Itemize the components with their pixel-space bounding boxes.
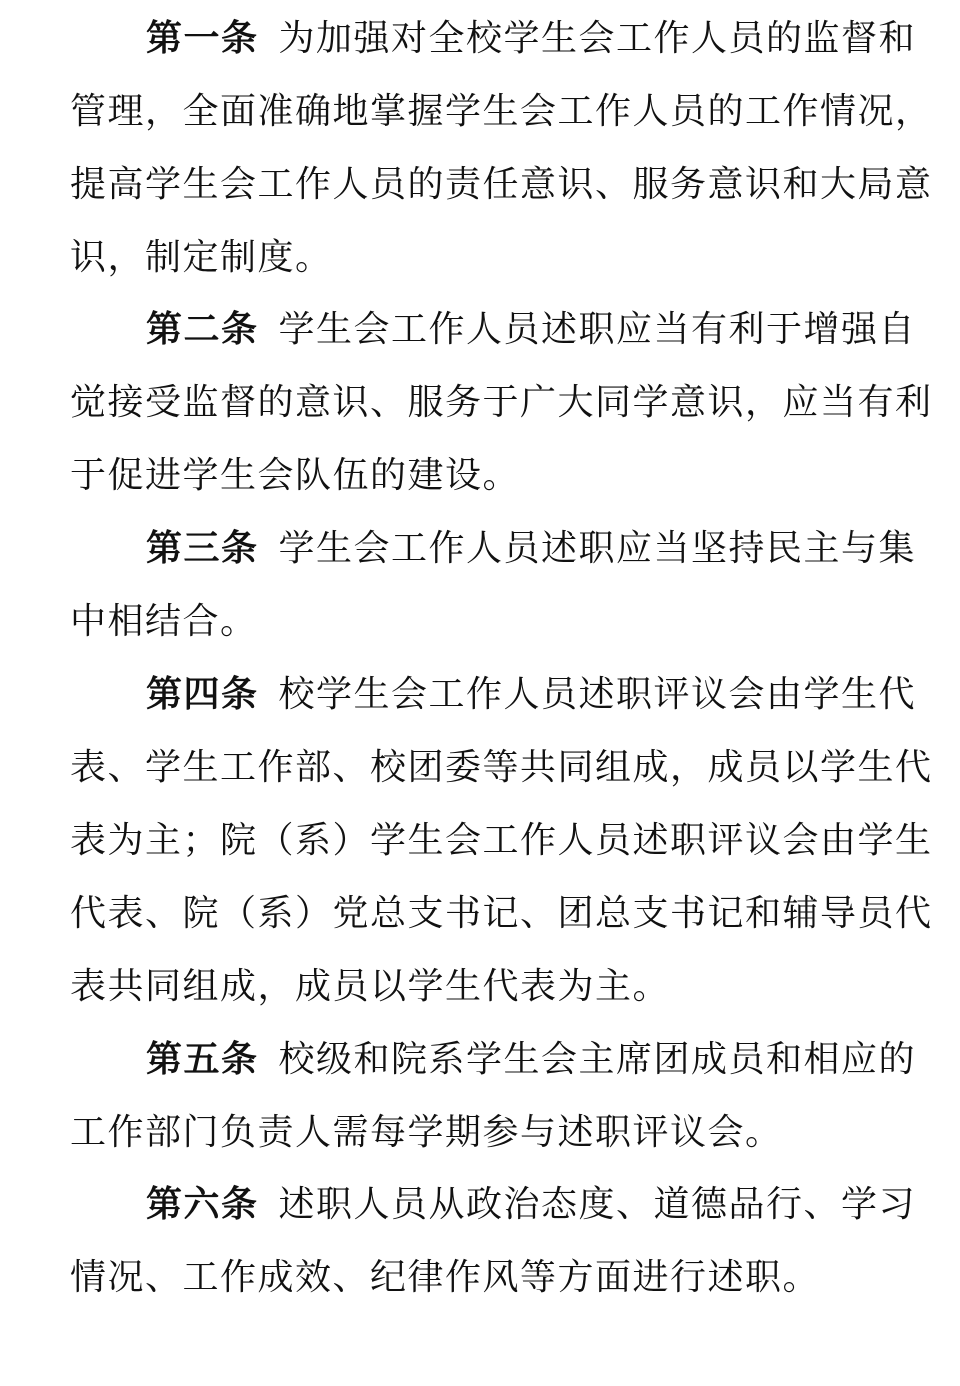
article-2-text-1: 学生会工作人员述职应当有利于增强自 [278, 309, 917, 350]
article-4-line-4: 代表、院（系）党总支书记、团总支书记和辅导员代 [70, 893, 933, 934]
article-6-label: 第六条 [146, 1184, 259, 1225]
article-4-line-5: 表共同组成，成员以学生代表为主。 [70, 966, 671, 1007]
article-1-label: 第一条 [146, 18, 259, 59]
article-1-line-1 [146, 16, 916, 62]
article-6-line-2: 情况、工作成效、纪律作风等方面进行述职。 [70, 1257, 821, 1298]
article-5-line-2: 工作部门负责人需每学期参与述职评议会。 [70, 1112, 783, 1153]
article-3-text-1: 学生会工作人员述职应当坚持民主与集 [278, 528, 917, 569]
article-4-label: 第四条 [146, 674, 259, 715]
article-4-line-2: 表、学生工作部、校团委等共同组成，成员以学生代 [70, 747, 933, 788]
article-1-line-4: 识，制定制度。 [70, 237, 333, 278]
article-4-line-3: 表为主；院（系）学生会工作人员述职评议会由学生 [70, 820, 933, 861]
article-5-text-1: 校级和院系学生会主席团成员和相应的 [278, 1039, 917, 1080]
article-4-line-1 [146, 672, 916, 718]
article-3-line-2: 中相结合。 [70, 601, 258, 642]
article-2-label: 第二条 [146, 309, 259, 350]
article-1-text-1: 为加强对全校学生会工作人员的监督和 [278, 18, 917, 59]
article-5-label: 第五条 [146, 1039, 259, 1080]
article-6-line-1 [146, 1182, 916, 1228]
article-2-line-1 [146, 307, 916, 353]
article-1-line-3: 提高学生会工作人员的责任意识、服务意识和大局意 [70, 164, 933, 205]
article-3-line-1 [146, 526, 916, 572]
article-2-line-3: 于促进学生会队伍的建设。 [70, 455, 521, 496]
article-4-text-1: 校学生会工作人员述职评议会由学生代 [278, 674, 917, 715]
article-6-text-1: 述职人员从政治态度、道德品行、学习 [278, 1184, 917, 1225]
article-5-line-1 [146, 1037, 916, 1083]
article-1-line-2: 管理，全面准确地掌握学生会工作人员的工作情况， [70, 91, 933, 132]
article-2-line-2: 觉接受监督的意识、服务于广大同学意识，应当有利 [70, 382, 933, 423]
article-3-label: 第三条 [146, 528, 259, 569]
